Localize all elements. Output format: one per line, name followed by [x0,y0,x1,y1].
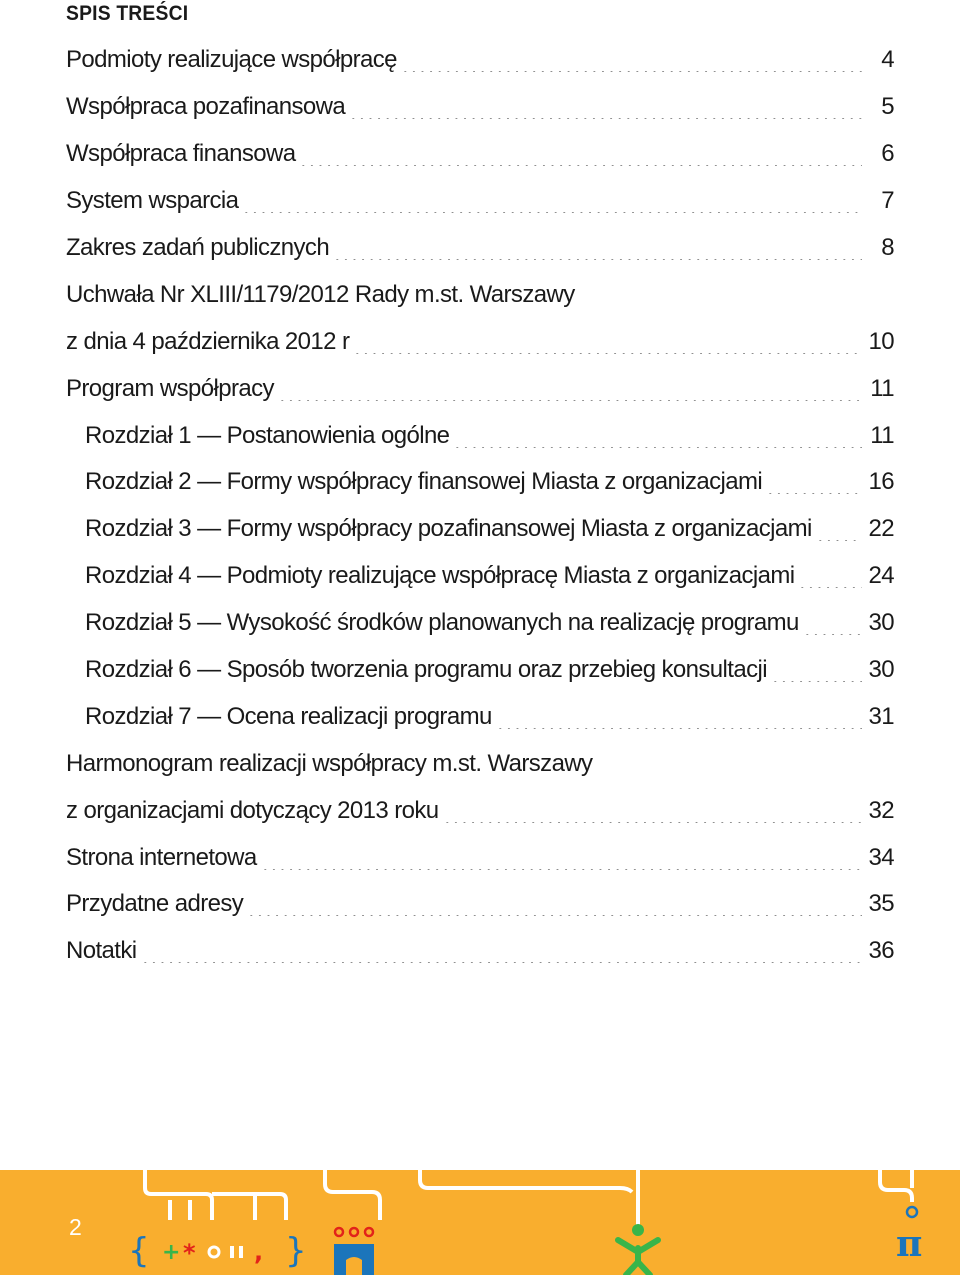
toc-entry-page: 35 [868,890,894,918]
toc-entry-title: Rozdział 6 — Sposób tworzenia programu oraz przebieg konsultacji [85,656,767,684]
pi-icon [896,1207,922,1265]
toc-entry-page: 22 [868,515,894,543]
toc-entry[interactable] [0,881,960,928]
toc-entry-title: Program współpracy [66,374,274,402]
dot-leader [496,705,862,729]
dot-leader [247,892,862,916]
toc-entry-page: 32 [868,796,894,824]
toc-entry[interactable] [0,459,960,506]
toc-entry[interactable] [0,834,960,881]
toc-entry-page: 11 [870,374,894,402]
dot-leader [349,95,862,119]
page-heading: SPIS TREŚCI [66,2,189,25]
toc-entry-title: Przydatne adresy [66,890,244,918]
dot-leader [353,330,862,354]
toc-entry-page: 16 [868,468,894,496]
toc-entry-page: 24 [868,562,894,590]
toc-entry[interactable] [0,693,960,740]
dot-leader [401,48,862,72]
toc-entry[interactable] [0,225,960,272]
toc-entry-page: 10 [868,327,894,355]
toc-entry-page: 4 [881,46,894,74]
dot-leader [261,846,862,870]
toc-entry[interactable] [0,37,960,84]
toc-entry-title: Rozdział 3 — Formy współpracy pozafinansowej Miasta z organizacjami [85,515,812,543]
circles-building-icon [334,1228,374,1275]
toc-entry-page: 8 [881,234,894,261]
toc-entry[interactable] [0,506,960,553]
toc-entry[interactable] [0,928,960,975]
toc-entry-page: 6 [881,140,894,168]
toc-entry[interactable] [0,271,960,318]
dot-leader [443,799,862,823]
toc-entry-title: z organizacjami dotyczący 2013 roku [66,796,439,824]
toc-entry-page: 30 [868,656,894,684]
footer-decoration [0,1170,960,1275]
dot-leader [141,939,863,963]
toc-entry-page: 7 [881,187,894,215]
svg-text:{: { [128,1231,150,1271]
toc-entry[interactable] [0,740,960,787]
dot-leader [242,189,862,213]
footer-line-pattern [0,1170,960,1275]
svg-text:,: , [254,1238,264,1266]
toc-entry-page: 36 [868,937,894,965]
dot-leader [766,470,862,494]
toc-entry[interactable] [0,647,960,694]
toc-entry-page: 30 [868,609,894,637]
dot-leader [453,424,862,448]
toc-entry-title: Współpraca finansowa [66,140,296,168]
toc-entry-title: Współpraca pozafinansowa [66,93,346,121]
svg-text:}: } [285,1231,307,1271]
dot-leader [798,564,862,588]
toc-entry-title: Notatki [66,937,137,965]
toc-entry[interactable] [0,365,960,412]
toc-entry-title: Strona internetowa [66,843,257,871]
toc-entry-title: Rozdział 4 — Podmioty realizujące współpracę Miasta z organizacjami [85,562,795,590]
toc-entry-page: 5 [881,93,894,121]
toc-entry[interactable] [0,84,960,131]
svg-text:π: π [896,1223,923,1265]
toc-entry-title: Podmioty realizujące współpracę [66,46,397,74]
toc-entry[interactable] [0,318,960,365]
page-number: 2 [69,1214,82,1240]
toc-entry-title: Rozdział 1 — Postanowienia ogólne [85,421,450,449]
dot-leader [278,377,862,401]
dot-leader [299,142,862,166]
toc-entry-title: Zakres zadań publicznych [66,234,330,261]
toc-entry-page: 31 [868,702,894,730]
toc-entry-title: Rozdział 7 — Ocena realizacji programu [85,702,492,730]
toc-entry-title: Harmonogram realizacji współpracy m.st. Warszawy [66,749,593,777]
toc-entry[interactable] [0,178,960,225]
curly-braces-symbols-icon [128,1231,307,1271]
toc-entry-page: 34 [868,843,894,871]
toc-entry[interactable] [0,787,960,834]
svg-text:+: + [162,1240,181,1265]
dot-leader [816,517,862,541]
toc-entry[interactable] [0,412,960,459]
toc-entry[interactable] [0,553,960,600]
dot-leader [771,658,862,682]
toc-entry-title: Rozdział 2 — Formy współpracy finansowej Miasta z organizacjami [85,468,763,496]
svg-text:*: * [183,1239,196,1267]
dot-leader [803,611,862,635]
table-of-contents [0,37,960,975]
dot-leader [333,236,862,260]
toc-entry-title: System wsparcia [66,187,239,215]
toc-entry[interactable] [0,131,960,178]
toc-entry-title: Rozdział 5 — Wysokość środków planowanych na realizację programu [85,609,799,637]
toc-entry-title: Uchwała Nr XLIII/1179/2012 Rady m.st. Warszawy [66,280,575,308]
toc-entry[interactable] [0,600,960,647]
toc-entry-title: z dnia 4 października 2012 r [66,327,350,355]
toc-entry-page: 11 [870,421,894,449]
stick-figure-icon [618,1224,658,1275]
